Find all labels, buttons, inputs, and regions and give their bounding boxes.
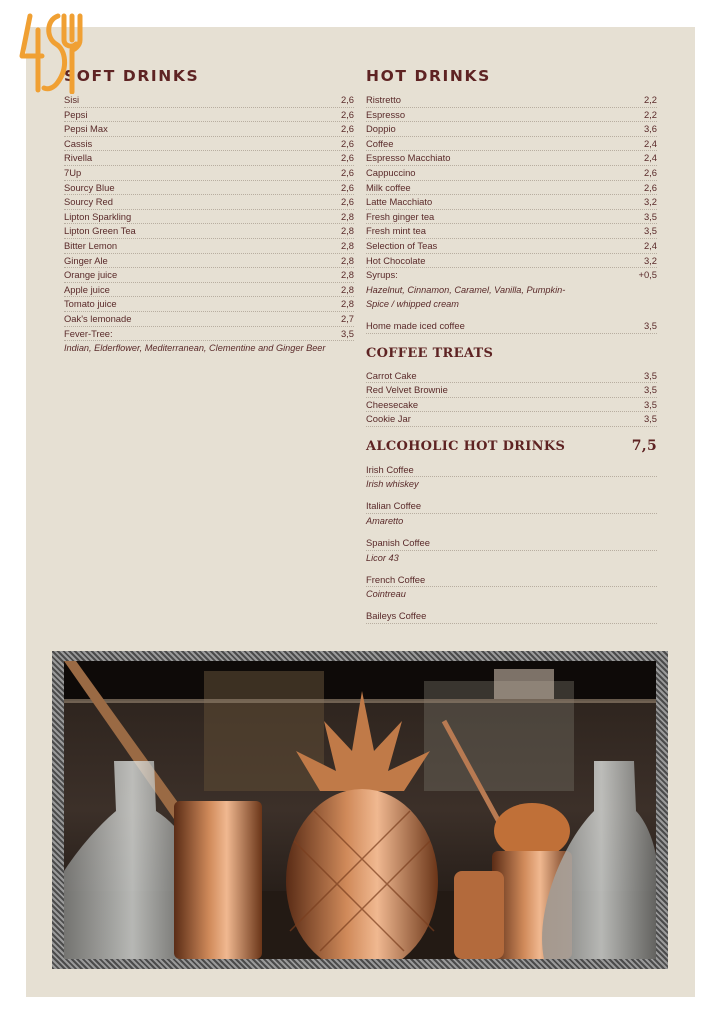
item-price: 2,6 (340, 196, 354, 208)
item-price: 3,5 (643, 225, 657, 237)
menu-item: Spanish Coffee (366, 536, 657, 551)
item-price: 2,6 (340, 181, 354, 193)
item-name: Coffee (366, 137, 394, 149)
item-name: Bitter Lemon (64, 239, 118, 251)
menu-item: Irish Coffee (366, 463, 657, 478)
item-name: Cassis (64, 137, 93, 149)
alcoholic-hot-drinks-title: ALCOHOLIC HOT DRINKS (366, 438, 566, 454)
menu-item-note: Licor 43 (366, 552, 399, 563)
item-price: 2,6 (643, 181, 657, 193)
menu-row (64, 181, 354, 196)
soft-drinks-heading: SOFT DRINKS (64, 67, 200, 85)
copper-barware-image (64, 661, 656, 959)
hot-drinks-list (366, 93, 657, 334)
menu-row (64, 327, 354, 342)
syrups-note: Hazelnut, Cinnamon, Caramel, Vanilla, Pumpkin- (366, 284, 566, 295)
item-price: +0,5 (638, 269, 657, 281)
menu-row (366, 412, 657, 427)
fork-spoon-logo-icon (16, 10, 86, 94)
item-price: 3,5 (643, 210, 657, 222)
menu-row (366, 166, 657, 181)
item-name: Apple juice (64, 283, 110, 295)
coffee-treats-heading: COFFEE TREATS (366, 345, 494, 361)
item-name: Tomato juice (64, 298, 117, 310)
item-name: Lipton Sparkling (64, 210, 132, 222)
item-price: 2,6 (340, 108, 354, 120)
menu-row (64, 93, 354, 108)
menu-row (64, 166, 354, 181)
item-name: Ginger Ale (64, 254, 108, 266)
menu-row (64, 195, 354, 210)
item-price: 2,6 (340, 152, 354, 164)
syrups-note-2: Spice / whipped cream (366, 299, 459, 310)
menu-item-note: Cointreau (366, 589, 406, 600)
item-name: Lipton Green Tea (64, 225, 136, 237)
item-price: 3,6 (643, 123, 657, 135)
menu-row (64, 312, 354, 327)
right-column (366, 67, 657, 624)
menu-row (64, 268, 354, 283)
item-price: 3,2 (643, 196, 657, 208)
item-name: Orange juice (64, 269, 118, 281)
item-name: Syrups: (366, 269, 398, 281)
menu-row (366, 383, 657, 398)
menu-row (366, 268, 657, 283)
item-name: Fever-Tree: (64, 327, 113, 339)
item-price: 2,8 (340, 283, 354, 295)
item-name: Pepsi (64, 108, 88, 120)
item-name: Red Velvet Brownie (366, 384, 448, 396)
item-price: 2,6 (340, 166, 354, 178)
item-price: 3,5 (643, 398, 657, 410)
menu-row (64, 297, 354, 312)
item-price: 2,4 (643, 137, 657, 149)
alcoholic-hot-drinks-heading (366, 437, 657, 461)
menu-row (64, 210, 354, 225)
item-name: Carrot Cake (366, 369, 417, 381)
menu-item: French Coffee (366, 573, 657, 588)
menu-row (366, 195, 657, 210)
item-price: 3,5 (340, 327, 354, 339)
menu-row (366, 319, 657, 334)
item-price: 2,2 (643, 108, 657, 120)
item-price: 2,8 (340, 210, 354, 222)
alcoholic-hot-drinks-price: 7,5 (631, 437, 657, 454)
fever-tree-note: Indian, Elderflower, Mediterranean, Clementine and Ginger Beer (64, 343, 326, 354)
menu-row (366, 398, 657, 413)
item-name: Selection of Teas (366, 239, 438, 251)
menu-row (366, 254, 657, 269)
item-price: 3,2 (643, 254, 657, 266)
menu-row (64, 108, 354, 123)
item-price: 2,8 (340, 239, 354, 251)
item-name: Cappuccino (366, 166, 416, 178)
item-name: Rivella (64, 152, 93, 164)
item-name: Cookie Jar (366, 413, 411, 425)
item-name: Sisi (64, 94, 80, 105)
menu-row (366, 137, 657, 152)
item-price: 2,7 (340, 312, 354, 324)
item-price: 2,6 (340, 94, 354, 105)
menu-row (366, 239, 657, 254)
menu-row (366, 108, 657, 123)
item-price: 2,6 (340, 123, 354, 135)
item-price: 2,6 (643, 166, 657, 178)
menu-row (64, 283, 354, 298)
item-price: 2,8 (340, 298, 354, 310)
menu-item: Italian Coffee (366, 499, 657, 514)
item-name: Milk coffee (366, 181, 411, 193)
menu-row (366, 122, 657, 137)
item-name: Hot Chocolate (366, 254, 426, 266)
menu-row (366, 181, 657, 196)
menu-item: Baileys Coffee (366, 609, 657, 624)
item-name: Ristretto (366, 94, 401, 105)
soft-drinks-section (64, 67, 354, 356)
item-name: Fresh ginger tea (366, 210, 435, 222)
item-name: Cheesecake (366, 398, 419, 410)
menu-item-note: Amaretto (366, 516, 404, 527)
alcoholic-hot-drinks-list (366, 463, 657, 624)
item-name: Sourcy Red (64, 196, 113, 208)
menu-row (64, 224, 354, 239)
item-price: 2,8 (340, 225, 354, 237)
item-price: 2,2 (643, 94, 657, 105)
menu-row (64, 239, 354, 254)
item-price: 2,6 (340, 137, 354, 149)
item-price: 2,8 (340, 269, 354, 281)
menu-row (366, 369, 657, 384)
menu-row (366, 210, 657, 225)
item-name: Fresh mint tea (366, 225, 426, 237)
menu-row (366, 224, 657, 239)
item-price: 2,4 (643, 152, 657, 164)
item-price: 3,5 (643, 369, 657, 381)
bar-photo (64, 661, 656, 959)
item-name: Espresso (366, 108, 406, 120)
item-price: 2,8 (340, 254, 354, 266)
item-price: 3,5 (643, 384, 657, 396)
item-price: 3,5 (643, 413, 657, 425)
item-name: Latte Macchiato (366, 196, 433, 208)
item-name: Pepsi Max (64, 123, 108, 135)
hot-drinks-heading: HOT DRINKS (366, 67, 491, 85)
item-name: Espresso Macchiato (366, 152, 451, 164)
item-price: 3,5 (643, 319, 657, 331)
item-name: Oak's lemonade (64, 312, 132, 324)
soft-drinks-list (64, 93, 354, 356)
menu-item-note: Irish whiskey (366, 479, 419, 490)
menu-row (366, 93, 657, 108)
item-price: 2,4 (643, 239, 657, 251)
menu-row (366, 151, 657, 166)
menu-row (64, 151, 354, 166)
item-name: Doppio (366, 123, 396, 135)
item-name: Home made iced coffee (366, 319, 465, 331)
coffee-treats-list (366, 369, 657, 427)
item-name: Sourcy Blue (64, 181, 115, 193)
menu-row (64, 137, 354, 152)
menu-row (64, 254, 354, 269)
menu-row (64, 122, 354, 137)
item-name: 7Up (64, 166, 82, 178)
